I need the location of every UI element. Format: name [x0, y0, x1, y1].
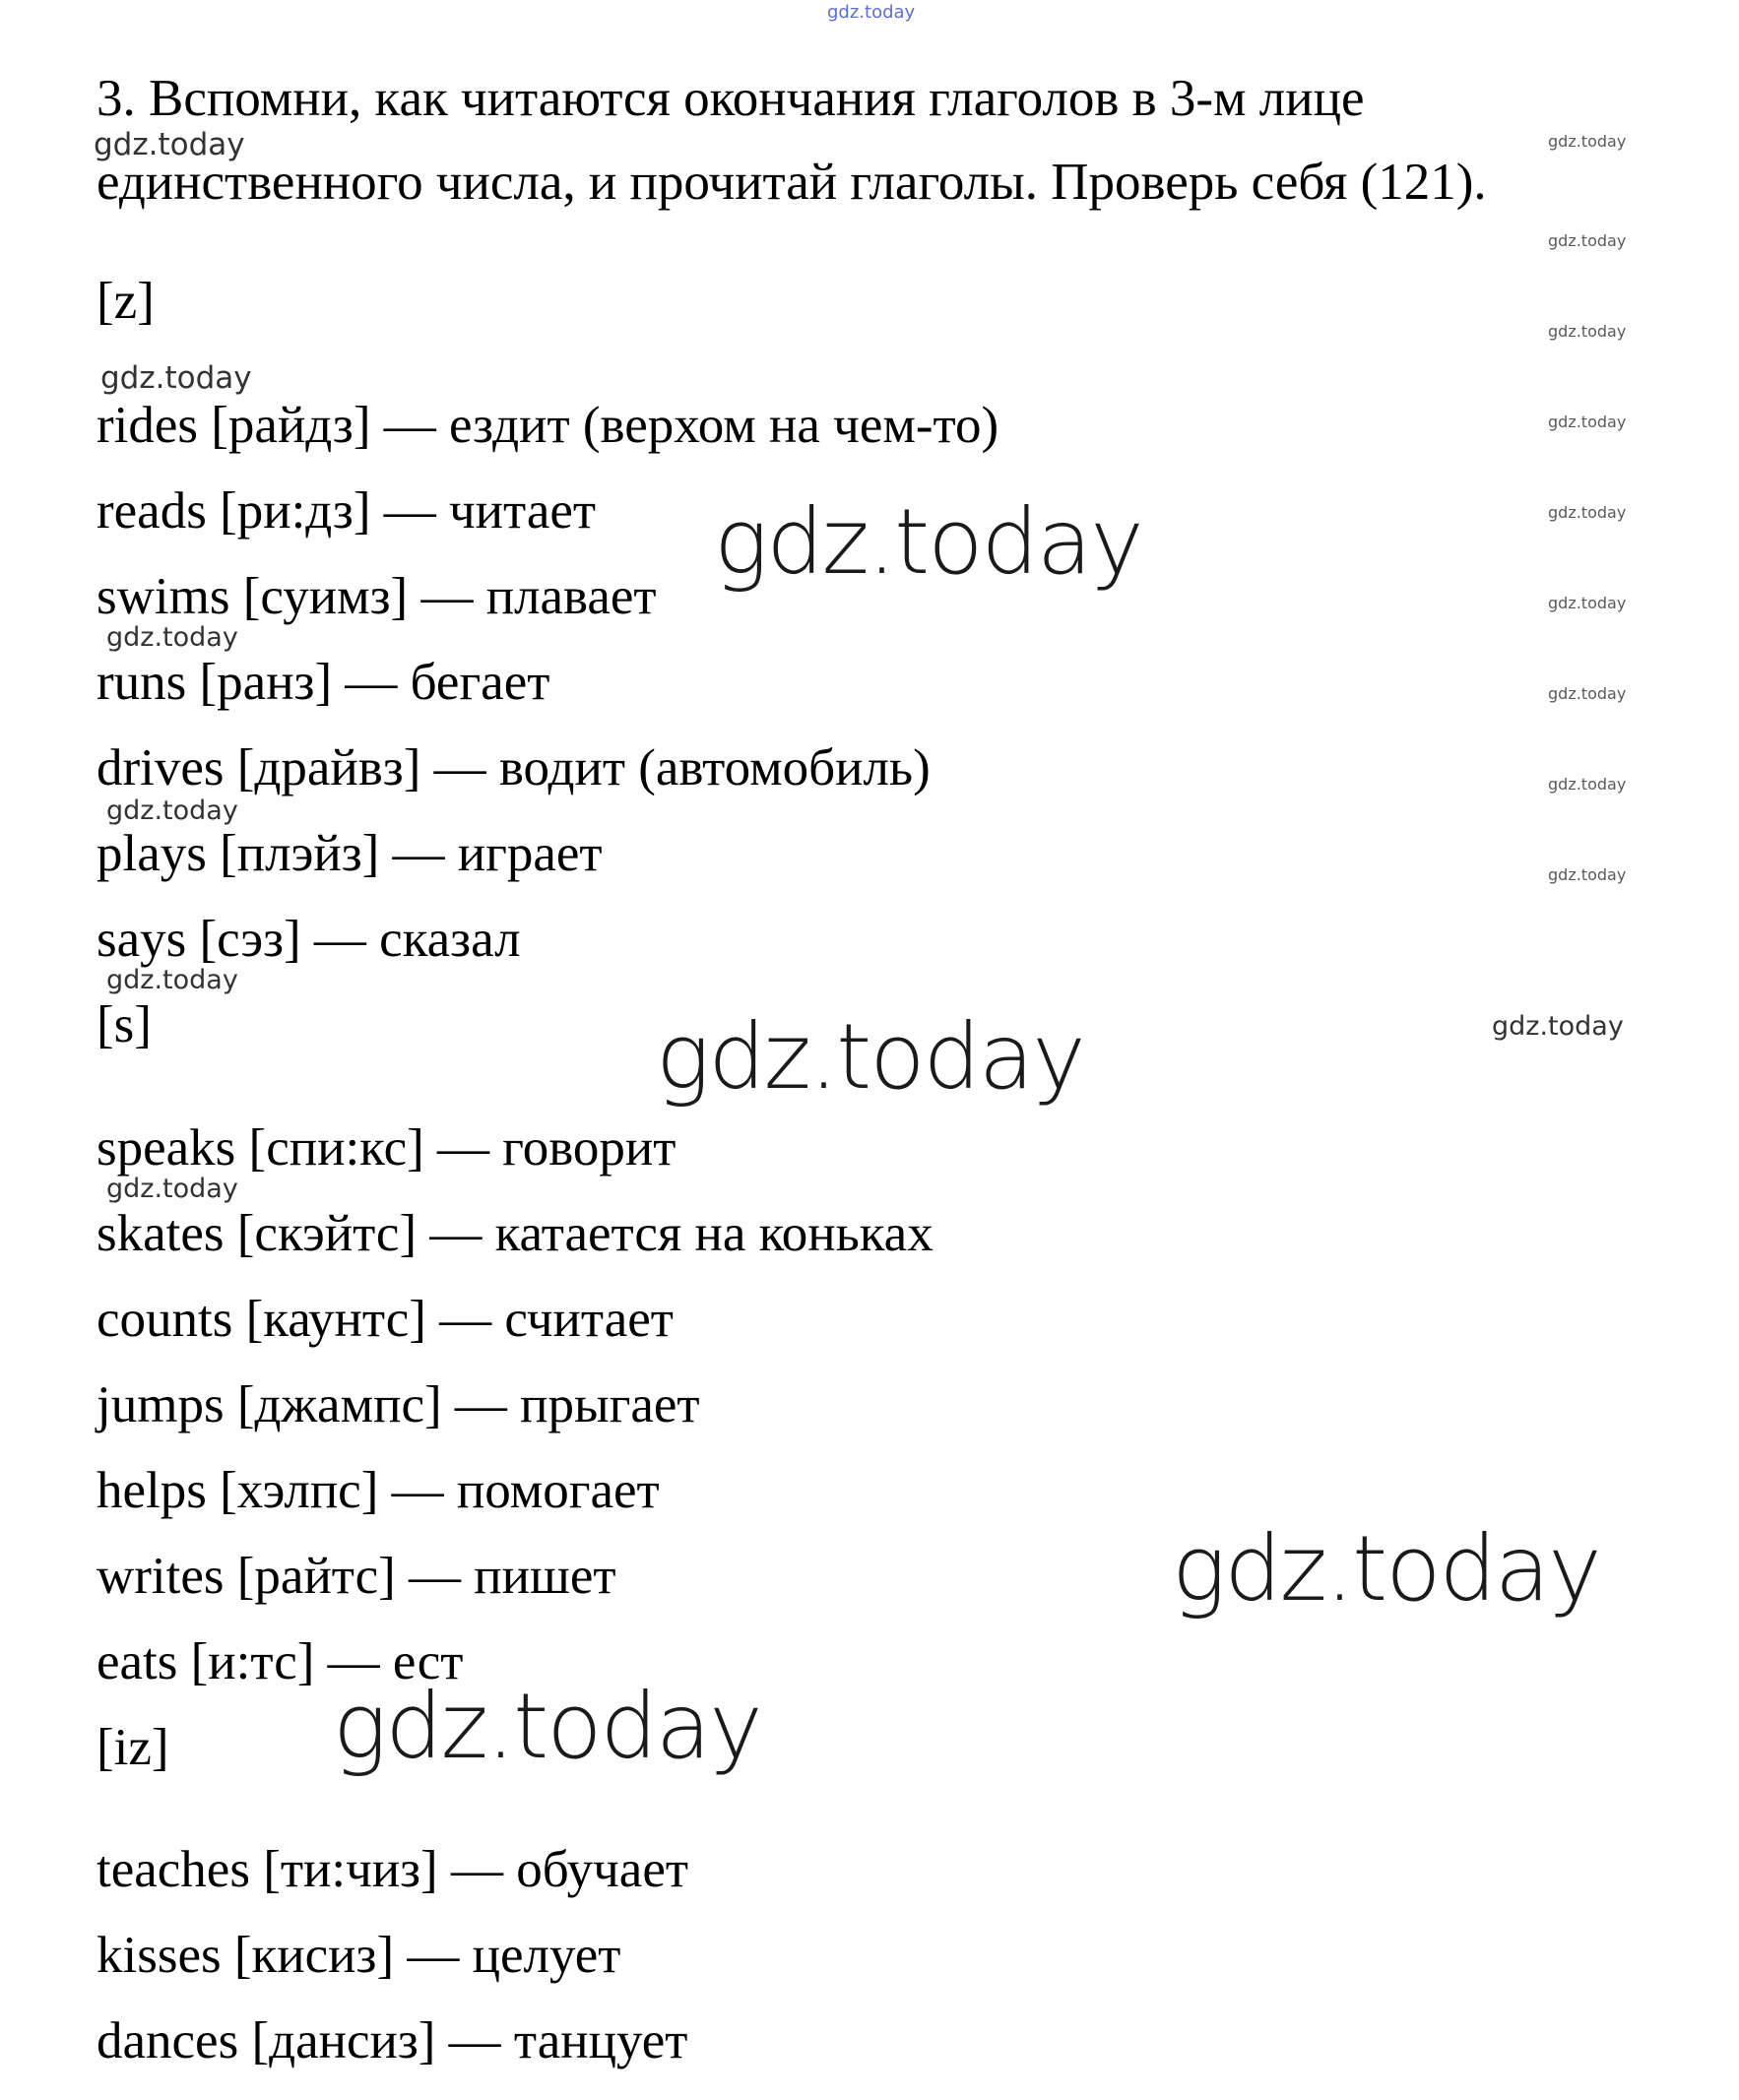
- task-title-line-2: единственного числа, и прочитай глаголы. Проверь себя (121).: [97, 154, 1487, 211]
- watermark: gdz.today: [100, 360, 252, 396]
- word-row: writes [райтс] — пишет: [97, 1548, 616, 1605]
- watermark-large: gdz.today: [714, 489, 1142, 595]
- word-row: helps [хэлпс] — помогает: [97, 1462, 660, 1519]
- word-row: plays [плэйз] — играет: [97, 825, 603, 882]
- watermark-large: gdz.today: [1172, 1516, 1600, 1622]
- section-heading-z: [z]: [97, 273, 155, 330]
- watermark-large: gdz.today: [333, 1674, 761, 1779]
- watermark-large: gdz.today: [656, 1004, 1084, 1110]
- task-title: [97, 57, 1672, 224]
- word-row: rides [райдз] — ездит (верхом на чем-то): [97, 397, 999, 454]
- watermark: gdz.today: [1548, 322, 1627, 341]
- word-row: kisses [кисиз] — целует: [97, 1927, 621, 1984]
- word-row: dances [дансиз] — танцует: [97, 2012, 688, 2069]
- watermark: gdz.today: [1548, 413, 1627, 431]
- watermark: gdz.today: [1548, 503, 1627, 522]
- word-row: swims [суимз] — плавает: [97, 568, 657, 625]
- watermark: gdz.today: [1548, 775, 1627, 794]
- watermark: gdz.today: [106, 795, 238, 826]
- watermark: gdz.today: [1548, 594, 1627, 612]
- word-row: skates [скэйтс] — катается на коньках: [97, 1205, 934, 1262]
- section-heading-s: [s]: [97, 996, 152, 1053]
- watermark: gdz.today: [94, 127, 245, 162]
- word-row: jumps [джампс] — прыгает: [97, 1376, 700, 1433]
- word-row: counts [каунтс] — считает: [97, 1291, 674, 1348]
- watermark-top: gdz.today: [827, 2, 916, 23]
- watermark: gdz.today: [1548, 865, 1627, 884]
- word-row: eats [и:тс] — ест: [97, 1633, 464, 1690]
- watermark: gdz.today: [106, 965, 238, 995]
- word-row: says [сэз] — сказал: [97, 911, 521, 968]
- word-row: teaches [ти:чиз] — обучает: [97, 1841, 689, 1898]
- word-row: drives [драйвз] — водит (автомобиль): [97, 739, 931, 796]
- section-heading-iz: [iz]: [97, 1719, 169, 1776]
- watermark: gdz.today: [1548, 231, 1627, 250]
- watermark: gdz.today: [1548, 132, 1627, 151]
- watermark: gdz.today: [106, 622, 238, 653]
- word-row: speaks [спи:кс] — говорит: [97, 1119, 676, 1177]
- word-row: reads [ри:дз] — читает: [97, 482, 597, 540]
- watermark: gdz.today: [1492, 1011, 1624, 1042]
- word-row: runs [ранз] — бегает: [97, 654, 550, 711]
- watermark: gdz.today: [106, 1174, 238, 1204]
- task-title-line-1: 3. Вспомни, как читаются окончания глаголов в 3-м лице: [97, 70, 1365, 127]
- watermark: gdz.today: [1548, 684, 1627, 703]
